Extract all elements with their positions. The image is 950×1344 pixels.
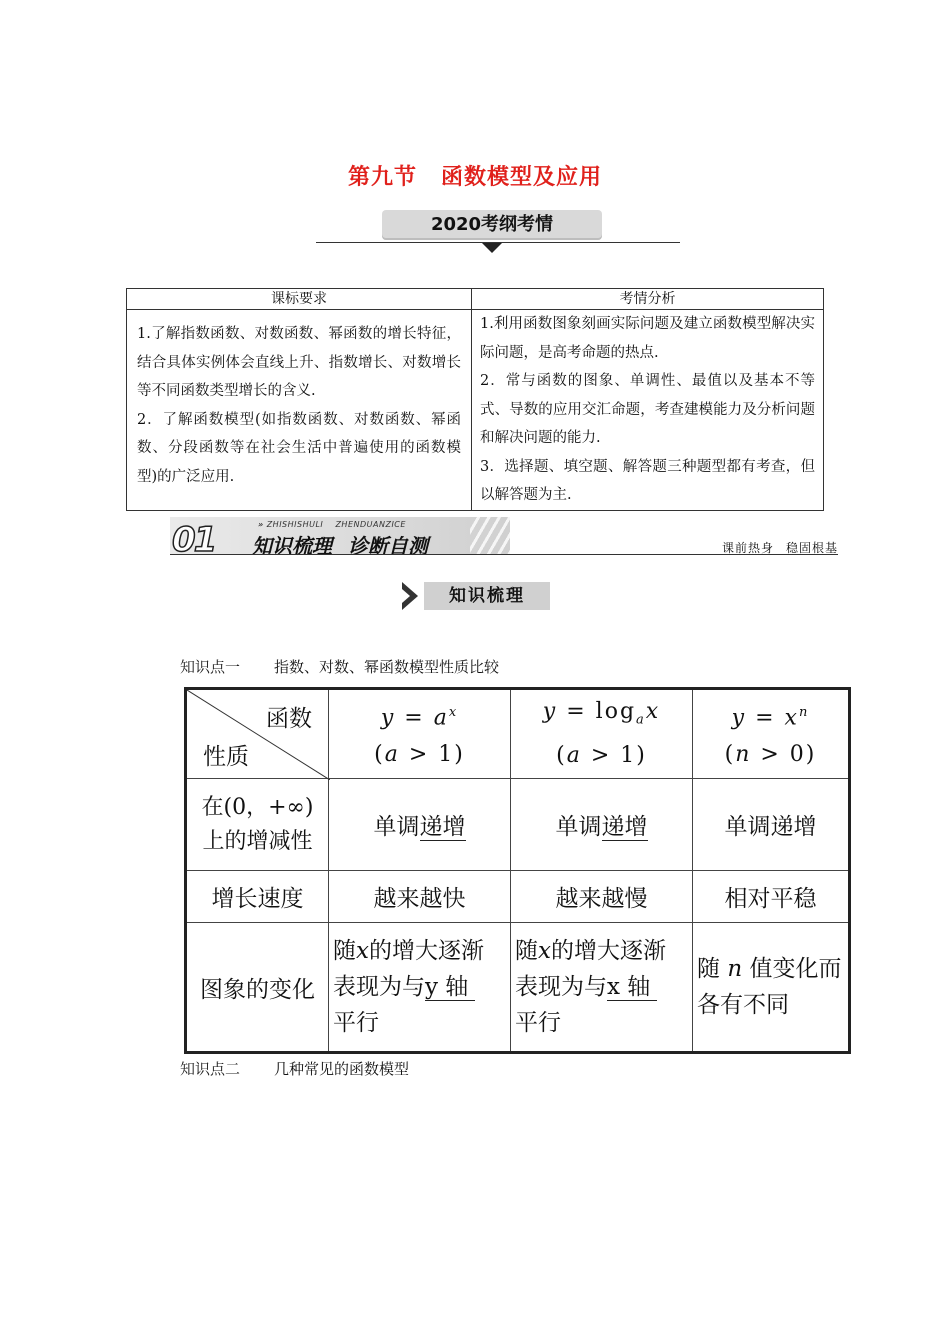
- formula-eq: =: [566, 698, 587, 724]
- graph-change-logarithmic: [511, 923, 693, 1053]
- function-comparison-table: [184, 687, 851, 1054]
- knowledge-point-title: 几种常见的函数模型: [274, 1060, 410, 1078]
- row-label-graph-change: 图象的变化: [186, 923, 329, 1053]
- section-tagline-2: 稳固根基: [785, 541, 838, 555]
- graph-change-power: [693, 923, 850, 1053]
- corner-bottom-label: 性质: [203, 744, 249, 770]
- row-label-growth-rate: 增长速度: [186, 871, 329, 923]
- formula-exp: x: [448, 705, 459, 721]
- formula-eq: =: [404, 705, 425, 731]
- blank-answer: 递增: [601, 814, 648, 840]
- cond-val: 1: [620, 743, 637, 769]
- requirement-item: 2．了解函数模型(如指数函数、对数函数、幂函数、分段函数等在社会生活中普遍使用的函数模型)的广泛应用.: [137, 411, 461, 485]
- growth-logarithmic: 越来越慢: [511, 871, 693, 923]
- monotonicity-logarithmic: [511, 779, 693, 871]
- cell-text: 值变化而各有不同: [697, 956, 842, 1018]
- formula-var: y: [731, 705, 747, 731]
- cell-text: 单调: [555, 814, 602, 840]
- cond-open: (: [374, 741, 385, 767]
- cell-var: x: [538, 938, 551, 964]
- row-label-line: 上的增减性: [202, 828, 313, 854]
- analysis-item: 2．常与函数的图象、单调性、最值以及基本不等式、导数的应用交汇命题，考查建模能力及分析问题和解决问题的能力.: [480, 373, 815, 446]
- analysis-header: 考情分析: [472, 289, 824, 310]
- cell-var: x: [356, 938, 369, 964]
- knowledge-point-label: 知识点一: [180, 658, 241, 676]
- growth-power: 相对平稳: [693, 871, 850, 923]
- knowledge-point-heading: [180, 1058, 409, 1079]
- formula-var: y: [380, 705, 396, 731]
- analysis-cell: [472, 310, 824, 511]
- section-pinyin-1: ZHISHISHULI: [266, 520, 324, 529]
- cond-var: a: [566, 743, 582, 769]
- cond-close: ): [636, 743, 647, 769]
- formula-eq: =: [755, 705, 776, 731]
- formula-log: log: [595, 698, 637, 724]
- knowledge-point-title: 指数、对数、幂函数模型性质比较: [274, 658, 500, 676]
- row-label-line: 在(0，+∞): [201, 794, 314, 820]
- cond-close: ): [454, 741, 465, 767]
- cond-open: (: [556, 743, 567, 769]
- requirements-cell: [127, 310, 472, 511]
- cond-val: 0: [789, 741, 806, 767]
- cond-op: >: [408, 741, 430, 767]
- formula-arg: x: [645, 698, 661, 724]
- exam-outline-banner: 2020考纲考情: [382, 210, 602, 240]
- section-subtitle-pinyin: [258, 520, 406, 529]
- cell-text: 随: [697, 956, 720, 982]
- analysis-item: 1.利用函数图象刻画实际问题及建立函数模型解决实际问题，是高考命题的热点.: [480, 316, 815, 361]
- formula-exp: n: [798, 705, 810, 721]
- title-section-number: 第九节: [347, 165, 417, 190]
- section-title-2: 诊断自测: [348, 534, 428, 558]
- play-arrow-inner: [402, 589, 410, 603]
- row-label-monotonicity: [186, 779, 329, 871]
- formula-power: [693, 689, 850, 779]
- growth-exponential: 越来越快: [329, 871, 511, 923]
- cond-open: (: [724, 741, 736, 767]
- section-pinyin-2: ZHENDUANZICE: [335, 520, 406, 529]
- cond-var: n: [735, 741, 752, 767]
- table-corner-cell: [186, 689, 329, 779]
- blank-answer: 递增: [419, 814, 466, 840]
- graph-change-exponential: [329, 923, 511, 1053]
- cell-text: 的增大逐渐表现为与: [515, 938, 666, 1000]
- section-banner-stripes: [470, 517, 510, 554]
- knowledge-point-heading: [180, 656, 499, 677]
- cell-text: 平行: [333, 1010, 379, 1036]
- cond-op: >: [760, 741, 781, 767]
- cell-var: n: [727, 956, 743, 982]
- requirement-item: 1.了解指数函数、对数函数、幂函数的增长特征，结合具体实例体会直线上升、指数增长、对数增长等不同函数类型增长的含义.: [137, 326, 461, 399]
- cell-text: 的增大逐渐表现为与: [333, 938, 484, 1000]
- title-topic: 函数模型及应用: [441, 165, 603, 190]
- corner-top-label: 函数: [266, 706, 312, 732]
- cond-op: >: [590, 743, 612, 769]
- blank-answer: x 轴: [607, 974, 657, 1001]
- formula-exponential: [329, 689, 511, 779]
- section-title-1: 知识梳理: [252, 534, 332, 558]
- section-tagline: [722, 539, 838, 556]
- cell-text: 随: [333, 938, 356, 964]
- formula-logarithmic: [511, 689, 693, 779]
- section-tagline-1: 课前热身: [721, 541, 774, 555]
- requirements-table: [126, 288, 824, 511]
- blank-answer: y 轴: [425, 974, 475, 1001]
- knowledge-review-tag: [402, 582, 550, 610]
- cond-close: ): [805, 741, 817, 767]
- knowledge-review-label: 知识梳理: [424, 582, 550, 610]
- page-title: [0, 160, 950, 191]
- section-number: 01: [172, 520, 216, 560]
- cell-text: 平行: [515, 1010, 561, 1036]
- cond-var: a: [384, 741, 400, 767]
- formula-base: a: [433, 705, 449, 731]
- formula-base: x: [784, 705, 799, 731]
- analysis-item: 3．选择题、填空题、解答题三种题型都有考查，但以解答题为主.: [480, 458, 815, 503]
- monotonicity-exponential: [329, 779, 511, 871]
- formula-var: y: [542, 698, 558, 724]
- banner-down-arrow-icon: [482, 243, 502, 253]
- knowledge-point-label: 知识点二: [180, 1060, 241, 1078]
- cond-val: 1: [438, 741, 455, 767]
- double-chevron-icon: »: [258, 520, 264, 529]
- formula-log-base: a: [636, 712, 646, 728]
- monotonicity-power: 单调递增: [693, 779, 850, 871]
- cell-text: 单调: [373, 814, 420, 840]
- requirements-header: 课标要求: [127, 289, 472, 310]
- cell-text: 随: [515, 938, 538, 964]
